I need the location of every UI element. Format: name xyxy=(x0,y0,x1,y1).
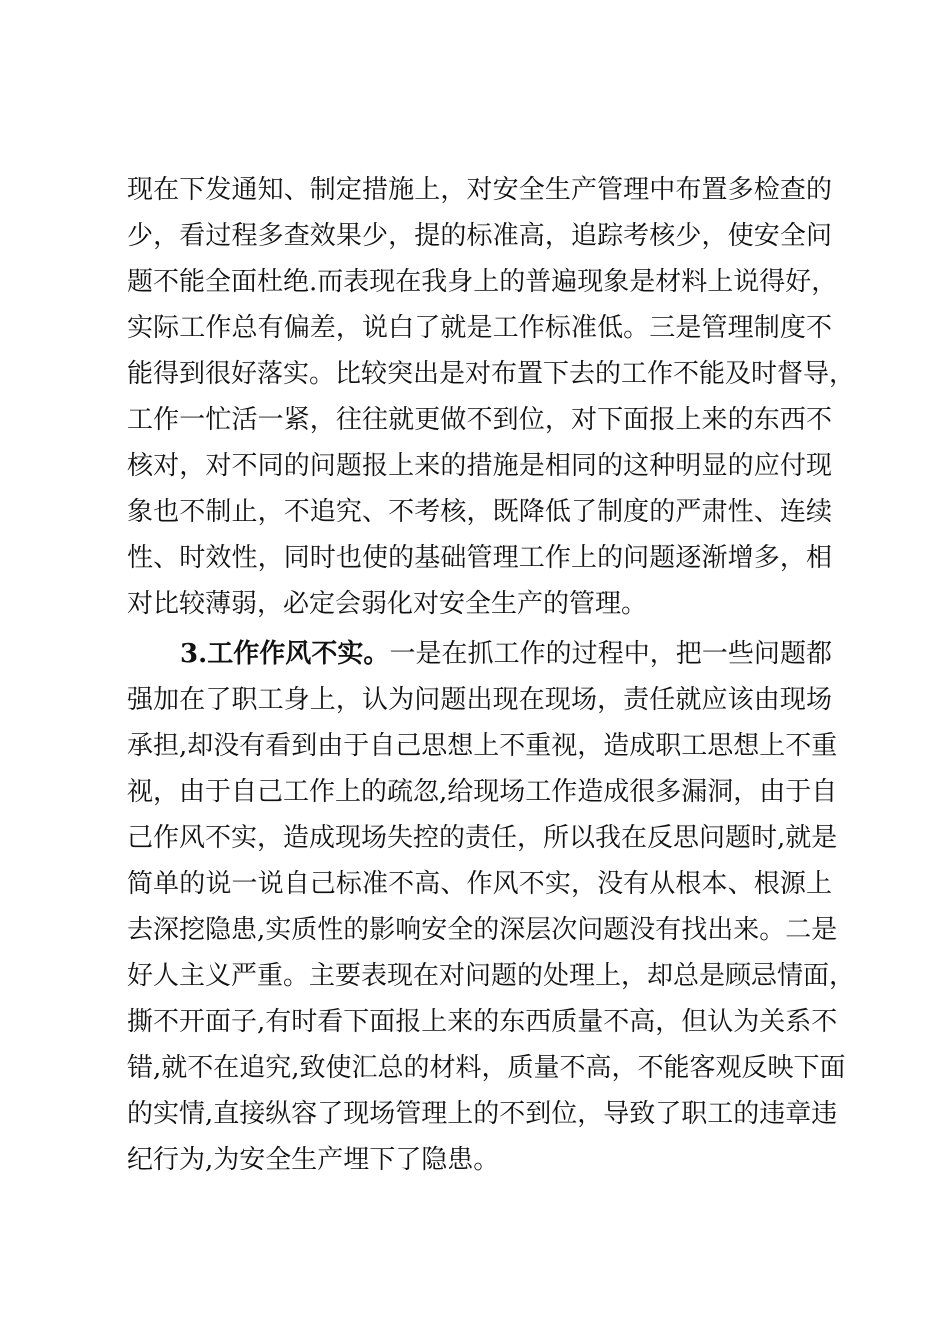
paragraph-1-line-6: 工作一忙活一紧，往往就更做不到位，对下面报上来的东西不 xyxy=(127,405,832,435)
paragraph-2-line-3: 承担,却没有看到由于自己思想上不重视，造成职工思想上不重 xyxy=(127,731,838,761)
paragraph-1-line-9: 性、时效性，同时也使的基础管理工作上的问题逐渐增多，相 xyxy=(127,543,832,573)
paragraph-1-line-7: 核对，对不同的问题报上来的措施是相同的这种明显的应付现 xyxy=(127,451,832,481)
paragraph-2-line-2: 强加在了职工身上，认为问题出现在现场，责任就应该由现场 xyxy=(127,685,832,715)
section-heading-number: 3. xyxy=(180,639,208,669)
paragraph-2-first-line-text: 一是在抓工作的过程中，把一些问题都 xyxy=(389,639,832,669)
paragraph-2-line-5: 己作风不实，造成现场失控的责任，所以我在反思问题时,就是 xyxy=(127,823,838,853)
paragraph-2-line-7: 去深挖隐患,实质性的影响安全的深层次问题没有找出来。二是 xyxy=(127,915,838,945)
paragraph-2-line-6: 简单的说一说自己标准不高、作风不实，没有从根本、根源上 xyxy=(127,869,832,899)
paragraph-1-line-2: 少，看过程多查效果少，提的标准高，追踪考核少，使安全问 xyxy=(127,221,832,251)
paragraph-1-line-8: 象也不制止，不追究、不考核，既降低了制度的严肃性、连续 xyxy=(127,497,832,527)
paragraph-2-line-8: 好人主义严重。主要表现在对问题的处理上，却总是顾忌情面， xyxy=(127,961,856,991)
paragraph-2-line-9: 撕不开面子,有时看下面报上来的东西质量不高，但认为关系不 xyxy=(127,1007,838,1037)
paragraph-1-line-3: 题不能全面杜绝.而表现在我身上的普遍现象是材料上说得好， xyxy=(127,267,838,297)
section-heading-title: 工作作风不实。 xyxy=(207,639,390,669)
paragraph-1-line-1: 现在下发通知、制定措施上，对安全生产管理中布置多检查的 xyxy=(127,175,832,205)
paragraph-2-line-10: 错,就不在追究,致使汇总的材料，质量不高，不能客观反映下面 xyxy=(127,1053,846,1083)
paragraph-2-line-11: 的实情,直接纵容了现场管理上的不到位，导致了职工的违章违 xyxy=(127,1099,838,1129)
paragraph-1-line-10: 对比较薄弱，必定会弱化对安全生产的管理。 xyxy=(127,589,648,619)
paragraph-2-first-line xyxy=(180,634,832,674)
paragraph-2-line-4: 视，由于自己工作上的疏忽,给现场工作造成很多漏洞，由于自 xyxy=(127,777,838,807)
paragraph-1-line-4: 实际工作总有偏差，说白了就是工作标准低。三是管理制度不 xyxy=(127,313,832,343)
paragraph-1-line-5: 能得到很好落实。比较突出是对布置下去的工作不能及时督导， xyxy=(127,359,856,389)
paragraph-2-line-12: 纪行为,为安全生产埋下了隐患。 xyxy=(127,1145,500,1175)
